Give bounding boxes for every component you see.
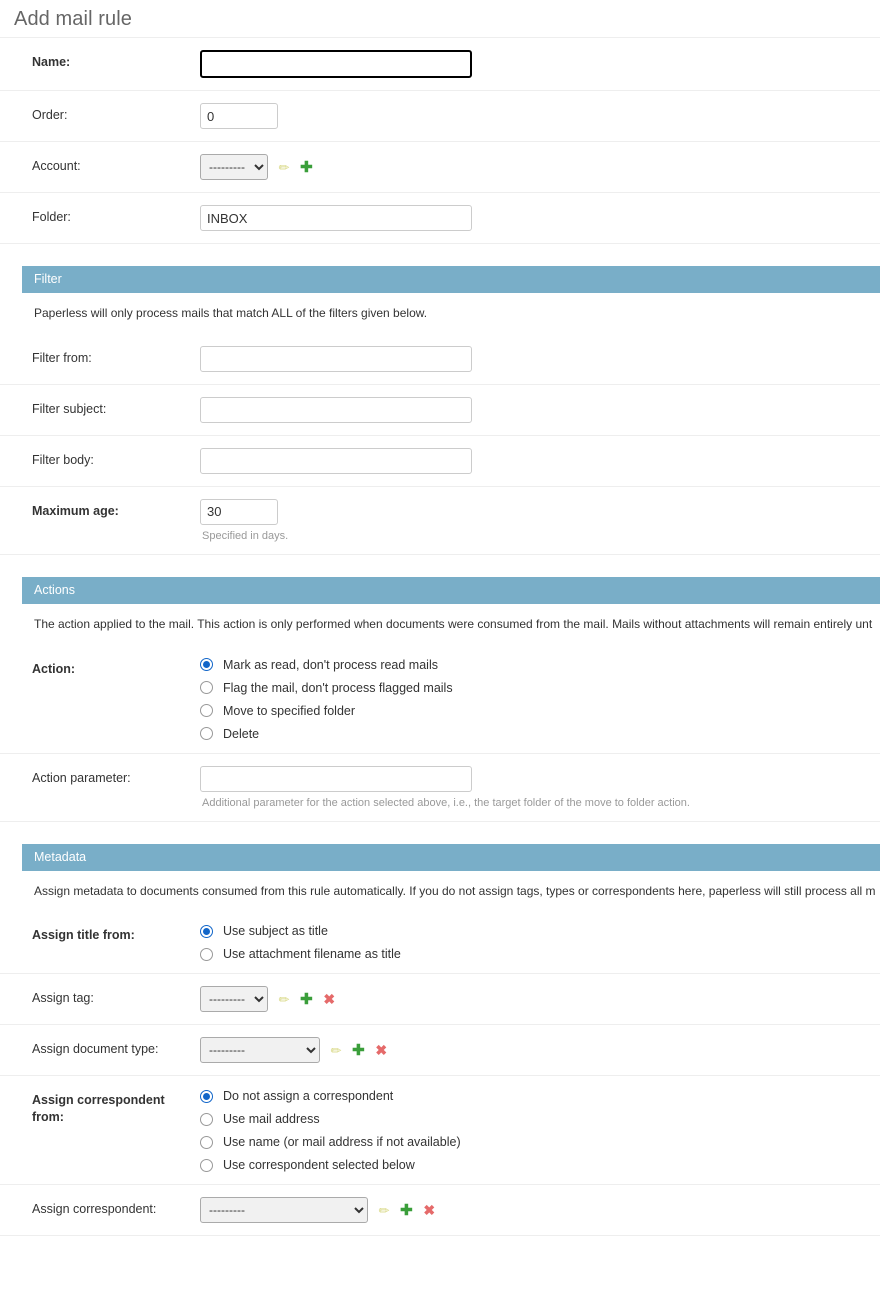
action-option-label: Mark as read, don't process read mails <box>223 657 438 672</box>
row-assign-correspondent <box>0 1185 880 1236</box>
radio-icon[interactable] <box>200 727 213 740</box>
name-label: Name: <box>32 55 71 69</box>
action-label: Action: <box>32 661 76 676</box>
filter-from-field-cell <box>190 346 880 372</box>
filter-fieldset <box>0 266 880 555</box>
add-correspondent-plus-icon[interactable]: ✚ <box>400 1201 413 1219</box>
maximum-age-field-cell <box>190 499 880 542</box>
section-gap-1 <box>0 244 880 266</box>
assign-correspondent-from-label: Assign correspondent from: <box>32 1093 165 1125</box>
correspondent-option-label: Use name (or mail address if not available) <box>223 1135 461 1150</box>
assign-tag-field-cell <box>190 986 880 1012</box>
metadata-legend: Metadata <box>22 844 880 871</box>
action-option-move-to-folder[interactable] <box>200 704 870 718</box>
radio-icon[interactable] <box>200 681 213 694</box>
filter-legend: Filter <box>22 266 880 293</box>
action-option-flag-mail[interactable] <box>200 681 870 695</box>
filter-from-label: Filter from: <box>32 350 92 365</box>
order-label: Order: <box>32 108 68 122</box>
actions-description: The action applied to the mail. This action is only performed when documents were consumed from the mail. Mails without attachments will remain entirely unt <box>34 616 873 631</box>
action-parameter-help: Additional parameter for the action selected above, i.e., the target folder of the move to folder action. <box>202 796 690 809</box>
row-action <box>0 645 880 754</box>
row-assign-correspondent-from <box>0 1076 880 1185</box>
assign-title-from-label: Assign title from: <box>32 928 135 943</box>
filter-subject-label: Filter subject: <box>32 401 107 416</box>
maximum-age-input[interactable] <box>200 499 278 525</box>
action-parameter-label: Action parameter: <box>32 770 131 785</box>
filter-from-input[interactable] <box>200 346 472 372</box>
action-parameter-input[interactable] <box>200 766 472 792</box>
account-select[interactable] <box>200 154 268 180</box>
assign-correspondent-label: Assign correspondent: <box>32 1202 157 1217</box>
order-field-cell <box>190 103 880 129</box>
correspondent-option-name[interactable] <box>200 1135 870 1149</box>
edit-account-pencil-icon[interactable]: ✏ <box>278 159 290 175</box>
assign-title-radio-group <box>200 923 870 961</box>
assign-correspondent-radio-group <box>200 1088 870 1172</box>
filter-subject-field-cell <box>190 397 880 423</box>
radio-icon[interactable] <box>200 925 213 938</box>
correspondent-option-selected-below[interactable] <box>200 1158 870 1172</box>
main-fields-module <box>0 37 880 244</box>
maximum-age-help: Specified in days. <box>202 529 289 542</box>
radio-icon[interactable] <box>200 1136 213 1149</box>
row-assign-title-from <box>0 911 880 974</box>
action-option-label: Move to specified folder <box>223 703 356 718</box>
assign-document-type-field-cell <box>190 1037 880 1063</box>
edit-document-type-pencil-icon[interactable]: ✏ <box>330 1042 342 1058</box>
row-assign-document-type <box>0 1025 880 1076</box>
metadata-fieldset <box>0 844 880 1237</box>
assign-correspondent-from-options-cell <box>190 1088 880 1172</box>
assign-correspondent-select[interactable] <box>200 1197 368 1223</box>
action-option-label: Flag the mail, don't process flagged mails <box>223 680 453 695</box>
radio-icon[interactable] <box>200 1159 213 1172</box>
filter-body-field-cell <box>190 448 880 474</box>
section-gap-2 <box>0 555 880 577</box>
assign-tag-select[interactable] <box>200 986 268 1012</box>
row-filter-subject <box>0 385 880 436</box>
filter-subject-input[interactable] <box>200 397 472 423</box>
radio-icon[interactable] <box>200 1113 213 1126</box>
metadata-description: Assign metadata to documents consumed from this rule automatically. If you do not assign tags, types or correspondents here, paperless will still process all m <box>34 883 876 898</box>
page-title: Add mail rule <box>14 8 133 30</box>
action-option-mark-as-read[interactable] <box>200 658 870 672</box>
assign-title-option-filename[interactable] <box>200 947 870 961</box>
account-label: Account: <box>32 159 81 173</box>
account-field-cell <box>190 154 880 180</box>
filter-body-label: Filter body: <box>32 452 94 467</box>
action-option-delete[interactable] <box>200 727 870 741</box>
correspondent-option-mail-address[interactable] <box>200 1112 870 1126</box>
row-order <box>0 91 880 142</box>
action-options-cell <box>190 657 880 741</box>
row-name <box>0 38 880 91</box>
maximum-age-label: Maximum age: <box>32 503 119 518</box>
delete-tag-cross-icon[interactable]: ✖ <box>323 991 336 1008</box>
add-tag-plus-icon[interactable]: ✚ <box>300 990 313 1008</box>
assign-document-type-label: Assign document type: <box>32 1042 159 1057</box>
order-input[interactable] <box>200 103 278 129</box>
radio-icon[interactable] <box>200 948 213 961</box>
correspondent-option-none[interactable] <box>200 1089 870 1103</box>
radio-icon[interactable] <box>200 704 213 717</box>
correspondent-option-label: Use correspondent selected below <box>223 1158 415 1173</box>
folder-input[interactable] <box>200 205 472 231</box>
delete-correspondent-cross-icon[interactable]: ✖ <box>423 1202 436 1219</box>
assign-title-option-label: Use attachment filename as title <box>223 947 401 962</box>
assign-title-option-label: Use subject as title <box>223 924 328 939</box>
section-gap-3 <box>0 822 880 844</box>
row-filter-body <box>0 436 880 487</box>
filter-body-input[interactable] <box>200 448 472 474</box>
actions-fieldset <box>0 577 880 822</box>
action-parameter-field-cell <box>190 766 880 809</box>
action-radio-group <box>200 657 870 741</box>
correspondent-option-label: Use mail address <box>223 1112 320 1127</box>
row-account <box>0 142 880 193</box>
radio-icon[interactable] <box>200 1090 213 1103</box>
assign-title-option-subject[interactable] <box>200 924 870 938</box>
radio-icon[interactable] <box>200 658 213 671</box>
add-account-plus-icon[interactable]: ✚ <box>300 158 313 176</box>
row-assign-tag <box>0 974 880 1025</box>
edit-tag-pencil-icon[interactable]: ✏ <box>278 991 290 1007</box>
add-document-type-plus-icon[interactable]: ✚ <box>352 1041 365 1059</box>
name-input[interactable] <box>200 50 472 78</box>
actions-legend: Actions <box>22 577 880 604</box>
row-folder <box>0 193 880 244</box>
action-option-label: Delete <box>223 726 260 741</box>
correspondent-option-label: Do not assign a correspondent <box>223 1089 394 1104</box>
filter-description: Paperless will only process mails that match ALL of the filters given below. <box>34 306 428 320</box>
assign-tag-label: Assign tag: <box>32 991 94 1006</box>
row-maximum-age <box>0 487 880 555</box>
assign-correspondent-field-cell <box>190 1197 880 1223</box>
delete-document-type-cross-icon[interactable]: ✖ <box>375 1042 388 1059</box>
edit-correspondent-pencil-icon[interactable]: ✏ <box>378 1202 390 1218</box>
assign-document-type-select[interactable] <box>200 1037 320 1063</box>
folder-field-cell <box>190 205 880 231</box>
assign-title-options-cell <box>190 923 880 961</box>
row-filter-from <box>0 334 880 385</box>
row-action-parameter <box>0 754 880 822</box>
folder-label: Folder: <box>32 210 71 224</box>
name-field-cell <box>190 50 880 78</box>
